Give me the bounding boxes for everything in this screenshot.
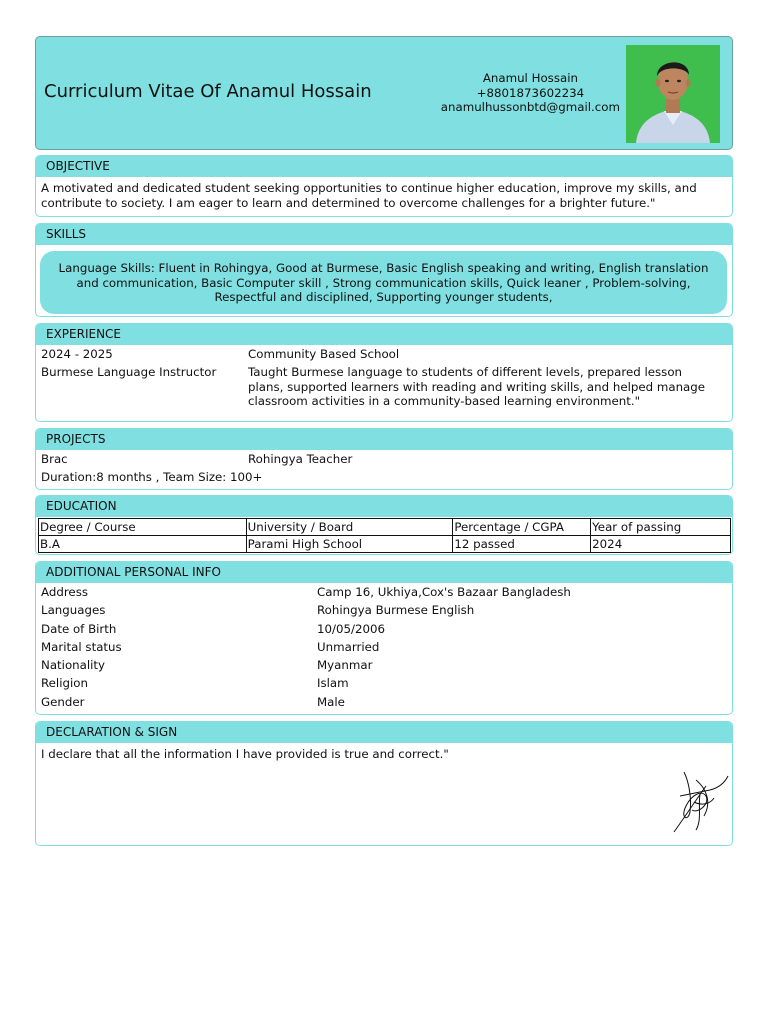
project-details: Duration:8 months , Team Size: 100+	[41, 470, 263, 484]
info-row	[36, 583, 732, 601]
info-row	[36, 601, 732, 619]
info-value: Unmarried	[317, 639, 380, 654]
info-row	[36, 638, 732, 656]
skills-heading: SKILLS	[36, 224, 732, 245]
education-table	[38, 518, 731, 553]
column-header: Percentage / CGPA	[453, 519, 591, 536]
objective-text: A motivated and dedicated student seeking opportunities to continue higher education, improve my skills, and contribute to society. I am eager to learn and determined to overcome challenges for a brighter future."	[41, 181, 697, 210]
experience-heading: EXPERIENCE	[36, 324, 732, 345]
info-row	[36, 674, 732, 692]
info-label: Nationality	[41, 658, 106, 673]
table-cell: 12 passed	[453, 536, 591, 553]
experience-section	[35, 323, 733, 422]
info-value: 10/05/2006	[317, 621, 385, 636]
skills-section	[35, 223, 733, 317]
education-section	[35, 495, 733, 555]
info-value: Islam	[317, 676, 349, 691]
info-value: Camp 16, Ukhiya,Cox's Bazaar Bangladesh	[317, 585, 571, 599]
page-title: Curriculum Vitae Of Anamul Hossain	[44, 81, 372, 102]
info-value: Myanmar	[317, 658, 373, 673]
projects-heading: PROJECTS	[36, 429, 732, 450]
experience-organization: Community Based School	[248, 347, 400, 361]
projects-section	[35, 428, 733, 490]
project-row	[36, 450, 732, 468]
info-label: Date of Birth	[41, 621, 117, 636]
declaration-heading: DECLARATION & SIGN	[36, 722, 732, 743]
experience-row	[36, 345, 732, 363]
column-header: Degree / Course	[39, 519, 247, 536]
info-value: Rohingya Burmese English	[317, 603, 475, 618]
info-row	[36, 693, 732, 711]
experience-role: Burmese Language Instructor	[41, 365, 217, 379]
table-header-row	[39, 519, 731, 536]
info-value: Male	[317, 694, 345, 709]
declaration-section	[35, 721, 733, 846]
signature-image	[666, 766, 730, 836]
column-header: University / Board	[246, 519, 453, 536]
info-row	[36, 620, 732, 638]
table-cell: B.A	[39, 536, 247, 553]
experience-description: Taught Burmese language to students of different levels, prepared lesson plans, supported learners with reading and writing skills, and helped manage classroom activities in a community-based learning environment."	[248, 365, 706, 408]
objective-section	[35, 155, 733, 217]
skills-text: Language Skills: Fluent in Rohingya, Good at Burmese, Basic English speaking and writing, English translation and communication, Basic Computer skill , Strong communication skills, Quick leaner , Problem-solving, Respectful and disciplined, Supporting younger students,	[40, 251, 727, 314]
table-row	[39, 536, 731, 553]
project-row	[36, 468, 732, 486]
info-label: Marital status	[41, 639, 122, 654]
profile-photo	[626, 45, 720, 143]
personal-info-section	[35, 561, 733, 715]
experience-row	[36, 363, 732, 413]
declaration-text: I declare that all the information I have provided is true and correct."	[41, 747, 449, 761]
info-label: Address	[41, 585, 88, 599]
info-label: Gender	[41, 694, 85, 709]
experience-period: 2024 - 2025	[41, 347, 113, 361]
info-label: Religion	[41, 676, 88, 691]
contact-name: Anamul Hossain	[482, 71, 578, 85]
contact-block	[441, 71, 620, 115]
contact-phone: +8801873602234	[476, 85, 585, 100]
info-label: Languages	[41, 603, 106, 618]
personal-info-heading: ADDITIONAL PERSONAL INFO	[36, 562, 732, 583]
project-role: Rohingya Teacher	[248, 452, 353, 466]
info-row	[36, 656, 732, 674]
table-cell: 2024	[591, 536, 731, 553]
objective-heading: OBJECTIVE	[36, 156, 732, 177]
column-header: Year of passing	[591, 519, 731, 536]
table-cell: Parami High School	[246, 536, 453, 553]
contact-email: anamulhussonbtd@gmail.com	[440, 100, 620, 114]
cv-header	[35, 36, 733, 150]
education-heading: EDUCATION	[36, 496, 732, 517]
project-organization: Brac	[41, 452, 68, 466]
